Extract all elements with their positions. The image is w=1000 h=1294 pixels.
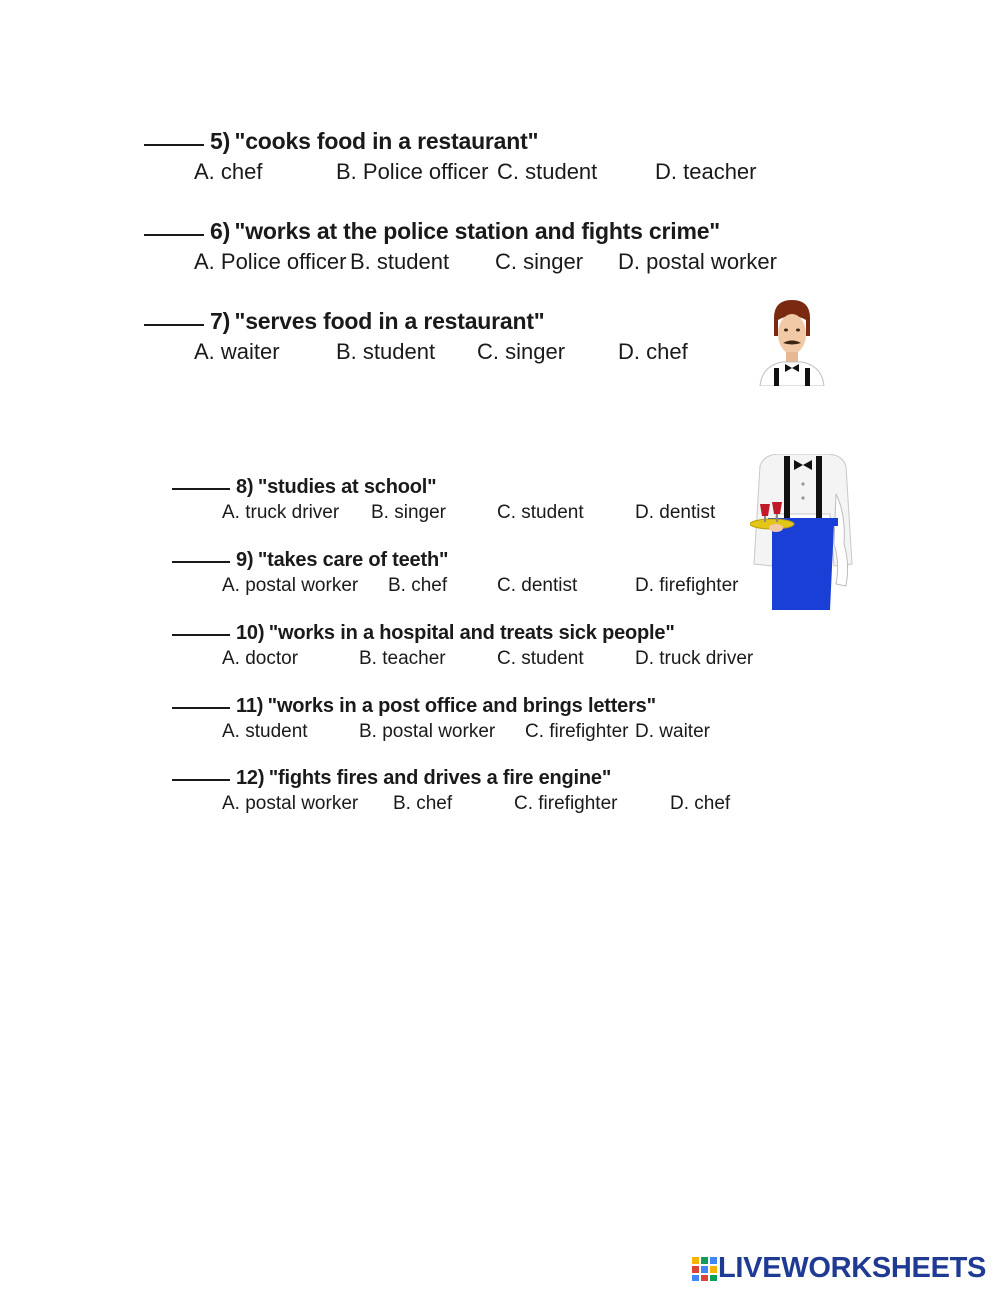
- option-b[interactable]: B. chef: [388, 575, 448, 596]
- option-b[interactable]: B. student: [336, 339, 436, 364]
- option-a[interactable]: A. chef: [194, 159, 263, 184]
- question-prompt: "works in a post office and brings letters": [267, 695, 656, 717]
- option-d[interactable]: D. waiter: [635, 721, 710, 742]
- question-prompt: "serves food in a restaurant": [234, 308, 545, 334]
- options: [222, 793, 731, 819]
- answer-blank-9[interactable]: [172, 561, 230, 563]
- question-number: 11): [236, 695, 264, 717]
- option-a[interactable]: A. truck driver: [222, 502, 340, 523]
- question-number: 12): [236, 767, 265, 789]
- option-d[interactable]: D. firefighter: [635, 575, 739, 596]
- question-number: 8): [236, 476, 254, 498]
- options: [194, 249, 777, 279]
- option-b[interactable]: B. chef: [393, 793, 453, 814]
- question-9: [172, 549, 739, 601]
- question-6: [144, 218, 777, 279]
- question-8: [172, 476, 716, 528]
- option-d[interactable]: D. postal worker: [618, 249, 777, 274]
- option-a[interactable]: A. student: [222, 721, 308, 742]
- question-prompt: "works at the police station and fights crime": [234, 218, 720, 244]
- answer-blank-8[interactable]: [172, 488, 230, 490]
- option-a[interactable]: A. postal worker: [222, 575, 359, 596]
- question-number: 9): [236, 549, 254, 571]
- logo-blocks-icon: [692, 1257, 718, 1281]
- question-12: [172, 767, 731, 819]
- question-prompt: "works in a hospital and treats sick people": [268, 622, 675, 644]
- question-prompt: "cooks food in a restaurant": [234, 128, 539, 154]
- options: [222, 648, 754, 674]
- option-b[interactable]: B. student: [350, 249, 450, 274]
- waiter-head-illustration: [752, 296, 828, 386]
- question-number: 5): [210, 128, 231, 154]
- options: [194, 159, 757, 189]
- option-c[interactable]: C. student: [497, 159, 598, 184]
- option-c[interactable]: C. singer: [477, 339, 566, 364]
- answer-blank-5[interactable]: [144, 144, 204, 146]
- option-b[interactable]: B. teacher: [359, 648, 446, 669]
- options: [222, 575, 739, 601]
- option-b[interactable]: B. postal worker: [359, 721, 496, 742]
- option-d[interactable]: D. truck driver: [635, 648, 754, 669]
- option-c[interactable]: C. firefighter: [525, 721, 629, 742]
- logo-text: LIVEWORKSHEETS: [718, 1252, 987, 1284]
- question-7: [144, 308, 688, 369]
- question-number: 7): [210, 308, 231, 334]
- question-prompt: "takes care of teeth": [257, 549, 449, 571]
- question-prompt: "studies at school": [257, 476, 437, 498]
- option-d[interactable]: D. chef: [670, 793, 731, 814]
- options: [222, 721, 710, 747]
- option-a[interactable]: A. waiter: [194, 339, 280, 364]
- answer-blank-10[interactable]: [172, 634, 230, 636]
- option-c[interactable]: C. singer: [495, 249, 584, 274]
- question-number: 10): [236, 622, 265, 644]
- answer-blank-7[interactable]: [144, 324, 204, 326]
- answer-blank-6[interactable]: [144, 234, 204, 236]
- option-b[interactable]: B. singer: [371, 502, 446, 523]
- question-11: [172, 695, 710, 747]
- option-d[interactable]: D. teacher: [655, 159, 757, 184]
- option-c[interactable]: C. student: [497, 502, 584, 523]
- options: [194, 339, 688, 369]
- option-b[interactable]: B. Police officer: [336, 159, 489, 184]
- option-a[interactable]: A. postal worker: [222, 793, 359, 814]
- question-5: [144, 128, 757, 189]
- option-c[interactable]: C. student: [497, 648, 584, 669]
- question-prompt: "fights fires and drives a fire engine": [268, 767, 612, 789]
- answer-blank-11[interactable]: [172, 707, 230, 709]
- liveworksheets-logo: [692, 1252, 986, 1285]
- option-d[interactable]: D. dentist: [635, 502, 716, 523]
- option-c[interactable]: C. firefighter: [514, 793, 618, 814]
- waiter-body-illustration: [750, 454, 856, 610]
- option-d[interactable]: D. chef: [618, 339, 688, 364]
- options: [222, 502, 716, 528]
- answer-blank-12[interactable]: [172, 779, 230, 781]
- question-10: [172, 622, 754, 674]
- question-number: 6): [210, 218, 231, 244]
- option-a[interactable]: A. doctor: [222, 648, 299, 669]
- option-a[interactable]: A. Police officer: [194, 249, 347, 274]
- option-c[interactable]: C. dentist: [497, 575, 578, 596]
